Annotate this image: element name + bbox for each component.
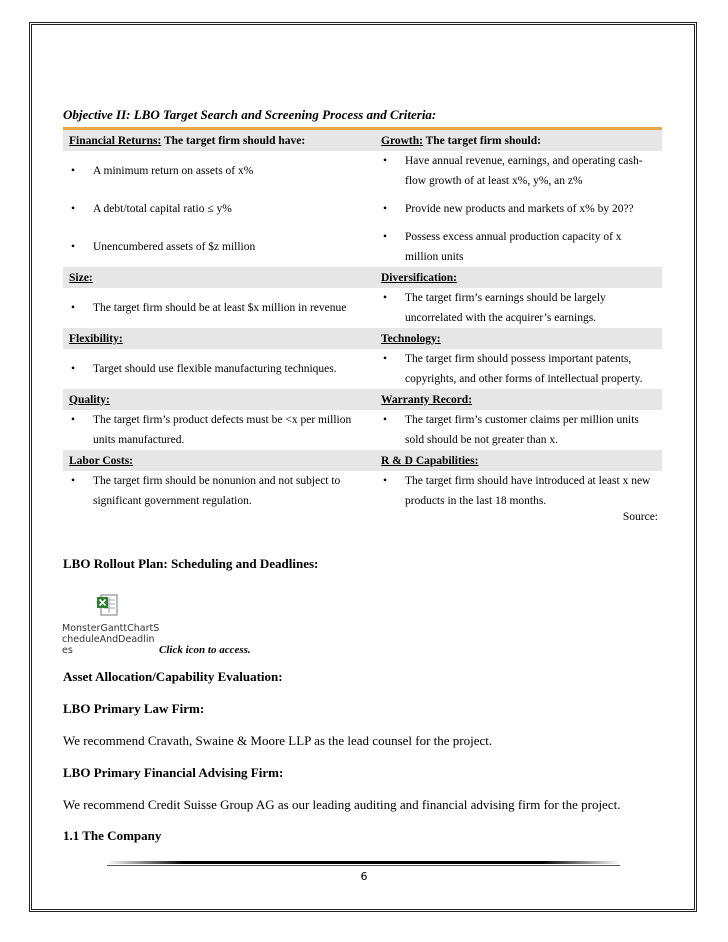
bullet-icon: •: [71, 203, 76, 215]
bullet-icon: •: [71, 241, 76, 253]
asset-heading: Asset Allocation/Capability Evaluation:: [63, 669, 283, 684]
bullet-icon: •: [383, 203, 388, 215]
bullet-item: [69, 161, 369, 181]
criteria-row: [63, 191, 662, 227]
section-header-left: [63, 389, 375, 410]
bullet-item: [69, 298, 369, 318]
attachment-label[interactable]: MonsterGanttChartScheduleAndDeadlines: [62, 623, 160, 656]
section-label: Warranty Record:: [381, 393, 473, 406]
section-label: Labor Costs:: [69, 454, 134, 467]
company-heading: 1.1 The Company: [63, 828, 162, 843]
bullet-icon: •: [383, 155, 388, 167]
section-header-right: [375, 450, 662, 471]
criteria-cell-left: [63, 191, 375, 227]
bullet-text: The target firm’s product defects must be <x per million units manufactured.: [93, 414, 352, 446]
page-number: 6: [360, 870, 368, 883]
bullet-icon: •: [383, 475, 388, 487]
section-header-right: [375, 130, 662, 151]
criteria-cell-right: [375, 288, 662, 328]
bullet-icon: •: [71, 302, 76, 314]
criteria-table: [63, 127, 662, 523]
bullet-icon: •: [383, 292, 388, 304]
bullet-item: [69, 410, 369, 450]
click-note: Click icon to access.: [159, 644, 251, 656]
section-header-right: [375, 267, 662, 288]
bullet-text: The target firm’s earnings should be largely uncorrelated with the acquirer’s earnings.: [405, 292, 606, 324]
footer-rule-thin: [107, 865, 620, 866]
section-header-right: [375, 328, 662, 349]
criteria-cell-left: [63, 471, 375, 511]
criteria-cell-right: [375, 471, 662, 511]
criteria-row: [63, 151, 662, 191]
criteria-cell-left: [63, 288, 375, 328]
bullet-text: The target firm should possess important patents, copyrights, and other forms of intellectual property.: [405, 353, 643, 385]
excel-file-icon[interactable]: [96, 593, 120, 617]
bullet-icon: •: [71, 165, 76, 177]
bullet-text: Provide new products and markets of x% by 20??: [405, 203, 634, 215]
bullet-item: [381, 471, 656, 511]
criteria-section-header: [63, 267, 662, 288]
criteria-section-header: [63, 389, 662, 410]
bullet-text: Unencumbered assets of $z million: [93, 241, 256, 253]
criteria-section-header: [63, 130, 662, 151]
bullet-icon: •: [71, 414, 76, 426]
section-label: Growth:: [381, 134, 423, 147]
bullet-item: [381, 151, 656, 191]
criteria-section-header: [63, 450, 662, 471]
objective-title: Objective II: LBO Target Search and Screening Process and Criteria:: [63, 107, 437, 122]
bullet-item: [69, 471, 369, 511]
fin-heading: LBO Primary Financial Advising Firm:: [63, 765, 284, 780]
bullet-text: A minimum return on assets of x%: [93, 165, 254, 177]
section-label: R & D Capabilities:: [381, 454, 479, 467]
section-header-left: [63, 328, 375, 349]
bullet-icon: •: [383, 414, 388, 426]
criteria-cell-right: [375, 151, 662, 191]
section-label: Quality:: [69, 393, 110, 406]
bullet-item: [381, 349, 656, 389]
bullet-text: The target firm’s customer claims per million units sold should be not greater than x.: [405, 414, 639, 446]
footer-rule: [107, 861, 620, 864]
criteria-row: [63, 227, 662, 267]
bullet-text: Target should use flexible manufacturing techniques.: [93, 363, 337, 375]
criteria-cell-right: [375, 349, 662, 389]
section-label-suffix: The target firm should have:: [161, 134, 306, 147]
criteria-cell-left: [63, 349, 375, 389]
law-text: We recommend Cravath, Swaine & Moore LLP as the lead counsel for the project.: [63, 733, 493, 748]
section-header-left: [63, 267, 375, 288]
section-label: Diversification:: [381, 271, 458, 284]
bullet-item: [69, 199, 369, 219]
section-label: Flexibility:: [69, 332, 123, 345]
rollout-heading: LBO Rollout Plan: Scheduling and Deadlines:: [63, 556, 319, 571]
bullet-item: [69, 359, 369, 379]
bullet-text: The target firm should be nonunion and not subject to significant government regulation.: [93, 475, 341, 507]
criteria-cell-left: [63, 410, 375, 450]
criteria-cell-right: [375, 227, 662, 267]
section-label: Financial Returns:: [69, 134, 162, 147]
criteria-cell-right: [375, 191, 662, 227]
criteria-row: [63, 471, 662, 511]
bullet-text: Possess excess annual production capacity of x million units: [405, 231, 622, 263]
criteria-row: [63, 410, 662, 450]
section-label-suffix: The target firm should:: [422, 134, 541, 147]
criteria-row: [63, 288, 662, 328]
fin-text: We recommend Credit Suisse Group AG as our leading auditing and financial advising firm for the project.: [63, 797, 621, 812]
section-header-left: [63, 450, 375, 471]
bullet-item: [69, 237, 369, 257]
bullet-text: The target firm should have introduced at least x new products in the last 18 months.: [405, 475, 651, 507]
bullet-icon: •: [71, 363, 76, 375]
bullet-item: [381, 410, 656, 450]
bullet-item: [381, 288, 656, 328]
bullet-text: Have annual revenue, earnings, and operating cash-flow growth of at least x%, y%, an z%: [405, 155, 643, 187]
bullet-icon: •: [71, 475, 76, 487]
bullet-item: [381, 227, 656, 267]
bullet-item: [381, 199, 656, 219]
criteria-row: [63, 349, 662, 389]
bullet-icon: •: [383, 231, 388, 243]
bullet-text: A debt/total capital ratio ≤ y%: [93, 203, 232, 215]
law-heading: LBO Primary Law Firm:: [63, 701, 205, 716]
criteria-section-header: [63, 328, 662, 349]
bullet-text: The target firm should be at least $x million in revenue: [93, 302, 347, 314]
criteria-cell-right: [375, 410, 662, 450]
section-label: Size:: [69, 271, 93, 284]
section-label: Technology:: [381, 332, 441, 345]
section-header-right: [375, 389, 662, 410]
source-label: Source:: [622, 511, 658, 523]
criteria-cell-left: [63, 151, 375, 191]
section-header-left: [63, 130, 375, 151]
criteria-cell-left: [63, 227, 375, 267]
bullet-icon: •: [383, 353, 388, 365]
